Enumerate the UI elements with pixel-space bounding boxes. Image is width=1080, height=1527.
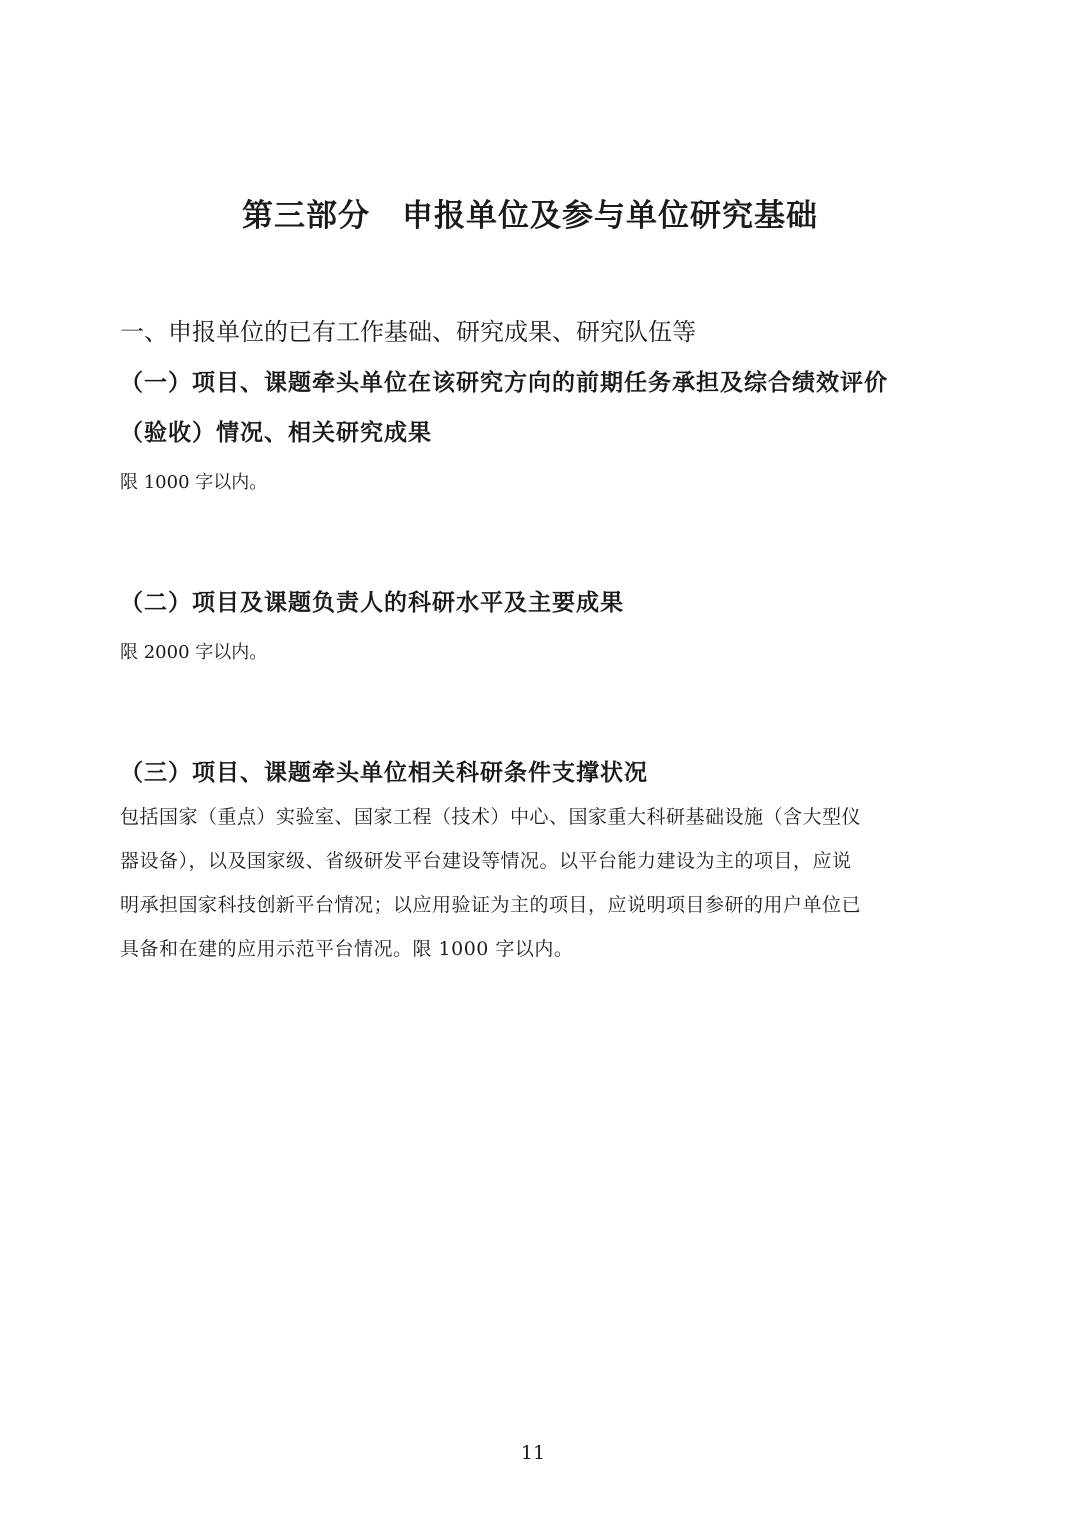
subsection-3-paragraph-line-1: 包括国家（重点）实验室、国家工程（技术）中心、国家重大科研基础设施（含大型仪 xyxy=(120,806,862,828)
subsection-1-note: 限 1000 字以内。 xyxy=(120,472,268,493)
page-number: 11 xyxy=(520,1442,546,1464)
subsection-3-paragraph-line-2: 器设备），以及国家级、省级研发平台建设等情况。以平台能力建设为主的项目，应说 xyxy=(120,850,852,872)
subsection-3-paragraph-line-3: 明承担国家科技创新平台情况；以应用验证为主的项目，应说明项目参研的用户单位已 xyxy=(120,894,862,916)
subsection-2-note: 限 2000 字以内。 xyxy=(120,642,268,663)
subsection-3-heading: （三）项目、课题牵头单位相关科研条件支撑状况 xyxy=(120,760,648,786)
page-title: 第三部分 申报单位及参与单位研究基础 xyxy=(242,198,818,234)
subsection-1-heading-line-1: （一）项目、课题牵头单位在该研究方向的前期任务承担及综合绩效评价 xyxy=(120,370,888,396)
subsection-2-heading: （二）项目及课题负责人的科研水平及主要成果 xyxy=(120,590,624,616)
section-1-heading: 一、申报单位的已有工作基础、研究成果、研究队伍等 xyxy=(120,318,696,346)
subsection-3-paragraph-line-4: 具备和在建的应用示范平台情况。限 1000 字以内。 xyxy=(120,938,574,960)
subsection-1-heading-line-2: （验收）情况、相关研究成果 xyxy=(120,420,432,446)
